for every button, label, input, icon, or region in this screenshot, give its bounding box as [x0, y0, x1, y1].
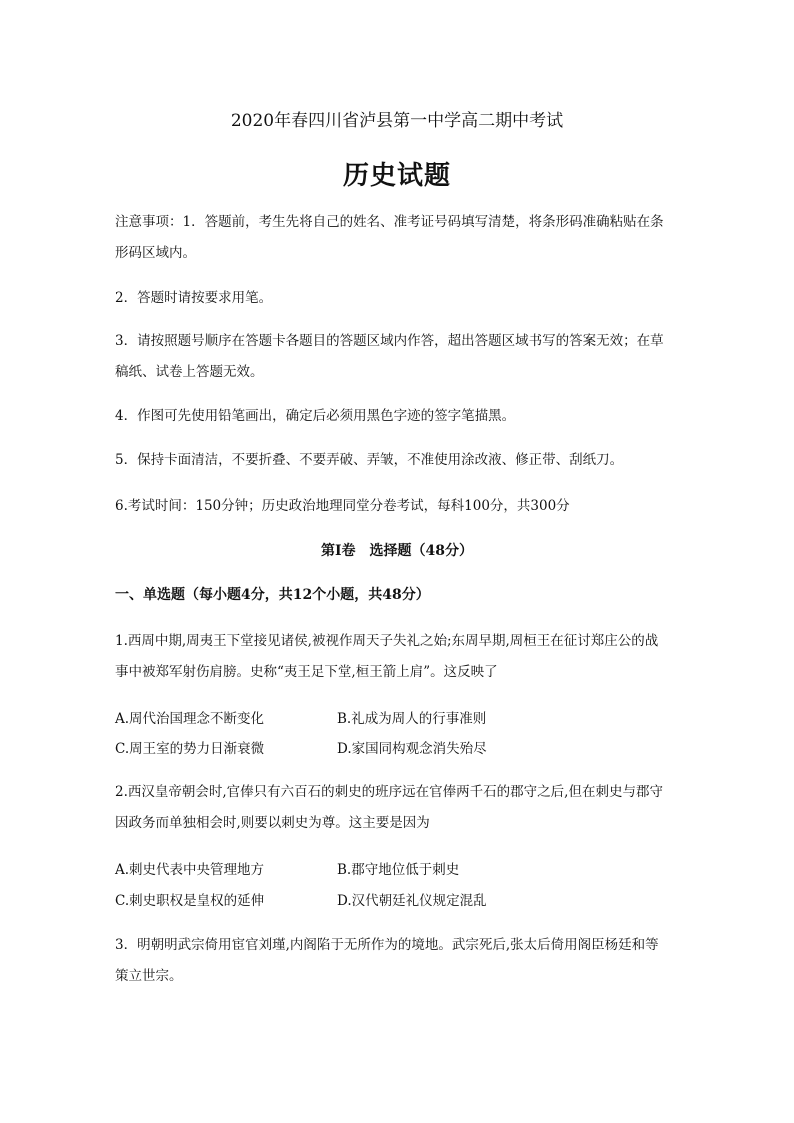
exam-title: 2020年春四川省泸县第一中学高二期中考试 — [230, 111, 564, 131]
question-1-line-2: 事中被郑军射伤肩膀。史称“夷王足下堂,桓王箭上肩”。这反映了 — [115, 664, 498, 680]
question-1-line-1: 1.西周中期,周夷王下堂接见诸侯,被视作周天子失礼之始;东周早期,周桓王在征讨郑庄公的战 — [115, 633, 659, 649]
section-subtitle: 一、单选题（每小题4分，共12个小题，共48分） — [115, 587, 430, 603]
subject-title: 历史试题 — [342, 161, 451, 191]
question-3-line-2: 策立世宗。 — [115, 968, 183, 984]
question-1-option-b: B.礼成为周人的行事准则 — [337, 711, 487, 727]
question-1-option-c: C.周王室的势力日渐衰微 — [115, 741, 265, 757]
note-item-5: 5．保持卡面清洁，不要折叠、不要弄破、弄皱，不准使用涂改液、修正带、刮纸刀。 — [115, 452, 624, 468]
question-3-line-1: 3．明朝明武宗倚用宦官刘瑾,内阁陷于无所作为的境地。武宗死后,张太后倚用阁臣杨廷和等 — [115, 937, 659, 953]
note-item-3-line-1: 3．请按照题号顺序在答题卡各题目的答题区域内作答，超出答题区域书写的答案无效；在草 — [115, 333, 664, 349]
question-2-line-2: 因政务而单独相会时,则要以刺史为尊。这主要是因为 — [115, 815, 430, 831]
section-title: 第Ⅰ卷 选择题（48分） — [320, 543, 474, 559]
question-2-option-b: B.郡守地位低于刺史 — [337, 862, 460, 878]
question-1-option-d: D.家国同构观念消失殆尽 — [337, 741, 487, 757]
note-item-4: 4．作图可先使用铅笔画出，确定后必须用黑色字迹的签字笔描黑。 — [115, 408, 516, 424]
question-2-option-c: C.刺史职权是皇权的延伸 — [115, 893, 265, 909]
question-2-option-a: A.刺史代表中央管理地方 — [115, 862, 265, 878]
note-item-1-line-2: 形码区域内。 — [115, 245, 196, 261]
note-item-6: 6.考试时间：150分钟；历史政治地理同堂分卷考试，每科100分，共300分 — [115, 498, 570, 514]
note-item-1-line-1: 注意事项：1．答题前，考生先将自己的姓名、准考证号码填写清楚，将条形码准确粘贴在条 — [115, 214, 664, 230]
question-1-option-a: A.周代治国理念不断变化 — [115, 711, 265, 727]
note-item-2: 2．答题时请按要求用笔。 — [115, 290, 273, 306]
note-item-3-line-2: 稿纸、试卷上答题无效。 — [115, 364, 264, 380]
question-2-option-d: D.汉代朝廷礼仪规定混乱 — [337, 893, 487, 909]
question-2-line-1: 2.西汉皇帝朝会时,官俸只有六百石的刺史的班序远在官俸两千石的郡守之后,但在刺史与郡守 — [115, 784, 663, 800]
